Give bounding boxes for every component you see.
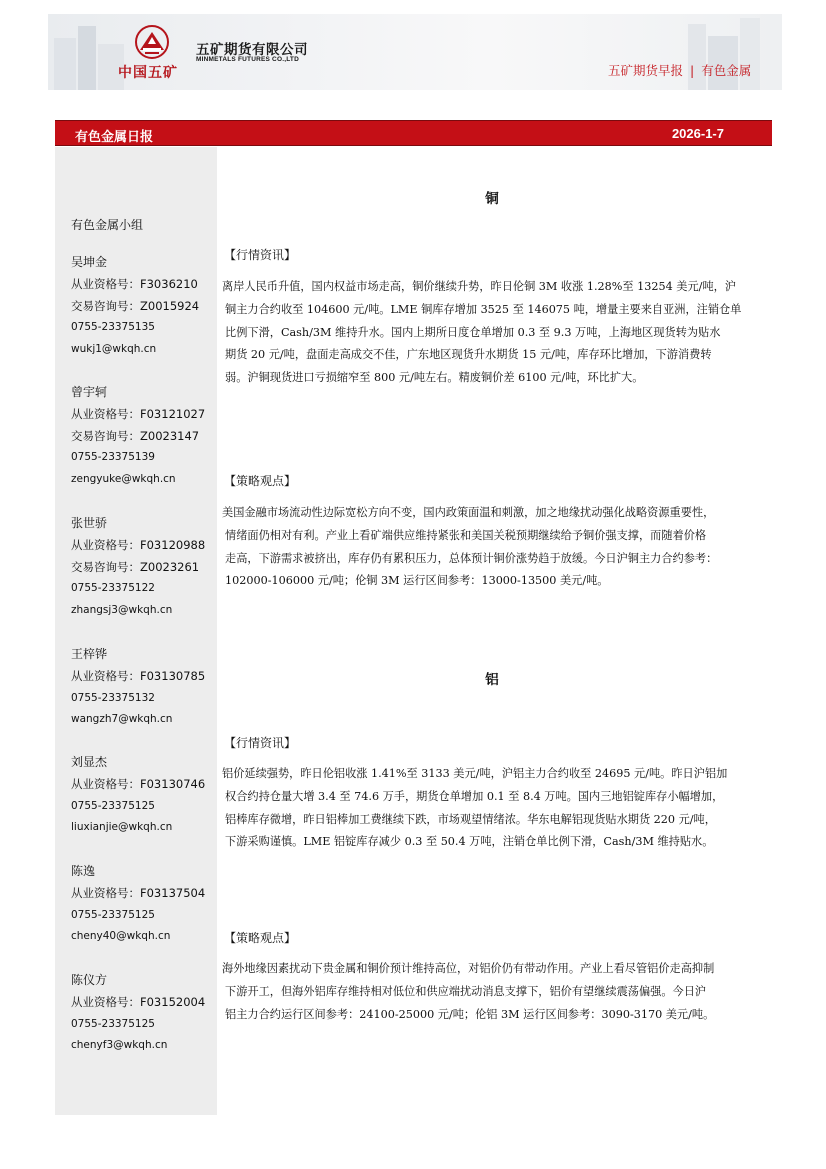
paragraph-line: 美国金融市场流动性边际宽松方向不变，国内政策面温和刺激，加之地缘扰动强化战略资源重要性， xyxy=(222,506,715,519)
analyst-advisor-id: 交易咨询号：Z0015924 xyxy=(71,298,200,313)
analyst-name: 吴坤金 xyxy=(71,255,108,269)
analyst-phone: 0755-23375122 xyxy=(71,582,155,595)
analyst-name: 陈仪方 xyxy=(71,973,108,987)
strategy-paragraph xyxy=(222,958,774,1026)
analyst-email[interactable]: chenyf3@wkqh.cn xyxy=(71,1039,168,1052)
paragraph-line: 铜主力合约收至 104600 元/吨。LME 铜库存增加 3525 至 146075 吨，增量主要来自亚洲，注销仓单 xyxy=(225,302,742,316)
report-date: 2026-1-7 xyxy=(671,126,724,141)
paragraph-line: 期货 20 元/吨，盘面走高成交不佳，广东地区现货升水期货 15 元/吨，库存环比增加，下游消费转 xyxy=(225,348,712,362)
analyst-license: 从业资格号：F03120988 xyxy=(71,537,206,552)
analyst-card xyxy=(71,513,217,622)
analyst-email[interactable]: wukj1@wkqh.cn xyxy=(71,343,157,356)
banner-building-decoration xyxy=(54,38,76,90)
strategy-heading: 【策略观点】 xyxy=(224,931,297,945)
strategy-paragraph xyxy=(222,502,774,593)
paragraph-line: 铝主力合约运行区间参考：24100-25000 元/吨；伦铝 3M 运行区间参考：3090-3170 美元/吨。 xyxy=(225,1007,715,1021)
paragraph-line: 下游开工，但海外铝库存维持相对低位和供应端扰动消息支撑下，铝价有望继续震荡偏强。今日沪 xyxy=(225,984,707,998)
analyst-email[interactable]: zengyuke@wkqh.cn xyxy=(71,473,176,486)
analyst-name: 张世骄 xyxy=(71,516,108,530)
paragraph-line: 铝价延续强势，昨日伦铝收涨 1.41%至 3133 美元/吨，沪铝主力合约收至 24695 元/吨。昨日沪铝加 xyxy=(222,767,728,780)
section-title-copper: 铜 xyxy=(485,191,499,207)
analyst-advisor-id: 交易咨询号：Z0023147 xyxy=(71,428,200,443)
analyst-license: 从业资格号：F03130785 xyxy=(71,668,206,683)
analyst-license: 从业资格号：F03130746 xyxy=(71,776,206,791)
analyst-card xyxy=(71,252,217,361)
analyst-card xyxy=(71,861,217,948)
paragraph-line: 走高，下游需求被挤出，库存仍有累积压力，总体预计铜价涨势趋于放缓。今日沪铜主力合约参考： xyxy=(225,551,718,565)
analyst-email[interactable]: cheny40@wkqh.cn xyxy=(71,930,171,943)
analyst-card xyxy=(71,752,217,839)
analyst-phone: 0755-23375125 xyxy=(71,908,155,921)
paragraph-line: 比例下滑，Cash/3M 维持升水。国内上期所日度仓单增加 0.3 至 9.3 万吨，上海地区现货转为贴水 xyxy=(225,325,721,339)
report-breadcrumb xyxy=(608,61,751,79)
paragraph-line: 铝棒库存微增，昨日铝棒加工费继续下跌，市场观望情绪浓。华东电解铝现货贴水期货 220 元/吨， xyxy=(225,812,716,826)
market-info-heading: 【行情资讯】 xyxy=(224,736,297,750)
paragraph-line: 海外地缘因素扰动下贵金属和铜价预计维持高位，对铝价仍有带动作用。产业上看尽管铝价走高抑制 xyxy=(222,962,715,975)
analyst-email[interactable]: wangzh7@wkqh.cn xyxy=(71,713,173,726)
analyst-card xyxy=(71,644,217,731)
analyst-phone: 0755-23375132 xyxy=(71,691,155,704)
analyst-phone: 0755-23375139 xyxy=(71,451,155,464)
analyst-name: 陈逸 xyxy=(71,864,96,878)
report-title: 有色金属日报 xyxy=(75,130,154,145)
market-info-heading: 【行情资讯】 xyxy=(224,248,297,262)
strategy-heading: 【策略观点】 xyxy=(224,474,297,488)
logo-text: 中国五矿 xyxy=(118,65,178,81)
report-title-bar xyxy=(55,120,772,146)
paragraph-line: 下游采购谨慎。LME 铝锭库存减少 0.3 至 50.4 万吨，注销仓单比例下滑，Cash/3M 维持贴水。 xyxy=(225,835,714,849)
analyst-license: 从业资格号：F03137504 xyxy=(71,885,206,900)
company-name-en: MINMETALS FUTURES CO.,LTD xyxy=(196,56,299,63)
analyst-advisor-id: 交易咨询号：Z0023261 xyxy=(71,559,200,574)
section-title-aluminium: 铝 xyxy=(485,672,499,688)
analyst-license: 从业资格号：F3036210 xyxy=(71,276,198,291)
banner-building-decoration xyxy=(688,24,706,90)
analyst-name: 王梓铧 xyxy=(71,647,108,661)
paragraph-line: 权合约持仓量大增 3.4 至 74.6 万手，期货仓单增加 0.1 至 8.4 万吨。国内三地铝锭库存小幅增加， xyxy=(225,789,724,803)
analyst-card xyxy=(71,970,217,1057)
report-category: 有色金属 xyxy=(701,63,752,78)
minmetals-logo-icon xyxy=(134,24,170,60)
analyst-name: 曾宇轲 xyxy=(71,385,108,399)
analyst-card xyxy=(71,382,217,491)
paragraph-line: 102000-106000 元/吨；伦铜 3M 运行区间参考：13000-13500 美元/吨。 xyxy=(225,574,609,588)
analyst-email[interactable]: liuxianjie@wkqh.cn xyxy=(71,821,173,834)
market-info-paragraph xyxy=(222,276,774,390)
analyst-name: 刘显杰 xyxy=(71,755,108,769)
analyst-license: 从业资格号：F03152004 xyxy=(71,994,206,1009)
banner-building-decoration xyxy=(740,18,760,90)
analyst-sidebar xyxy=(55,147,217,1115)
team-label: 有色金属小组 xyxy=(71,218,144,232)
analyst-phone: 0755-23375135 xyxy=(71,321,155,334)
breadcrumb-separator: | xyxy=(690,63,695,78)
banner-building-decoration xyxy=(78,26,96,90)
paragraph-line: 情绪面仍相对有利。产业上看矿端供应维持紧张和美国关税预期继续给予铜价强支撑，而随着价格 xyxy=(225,528,707,542)
analyst-phone: 0755-23375125 xyxy=(71,799,155,812)
analyst-email[interactable]: zhangsj3@wkqh.cn xyxy=(71,604,173,617)
report-name: 五矿期货早报 xyxy=(608,63,684,78)
analyst-license: 从业资格号：F03121027 xyxy=(71,406,206,421)
paragraph-line: 弱。沪铜现货进口亏损缩窄至 800 元/吨左右。精废铜价差 6100 元/吨，环比扩大。 xyxy=(225,371,644,385)
market-info-paragraph xyxy=(222,763,774,854)
company-name-cn: 五矿期货有限公司 xyxy=(196,42,308,58)
analyst-phone: 0755-23375125 xyxy=(71,1017,155,1030)
paragraph-line: 离岸人民币升值，国内权益市场走高，铜价继续升势，昨日伦铜 3M 收涨 1.28%至 13254 美元/吨，沪 xyxy=(222,280,737,293)
